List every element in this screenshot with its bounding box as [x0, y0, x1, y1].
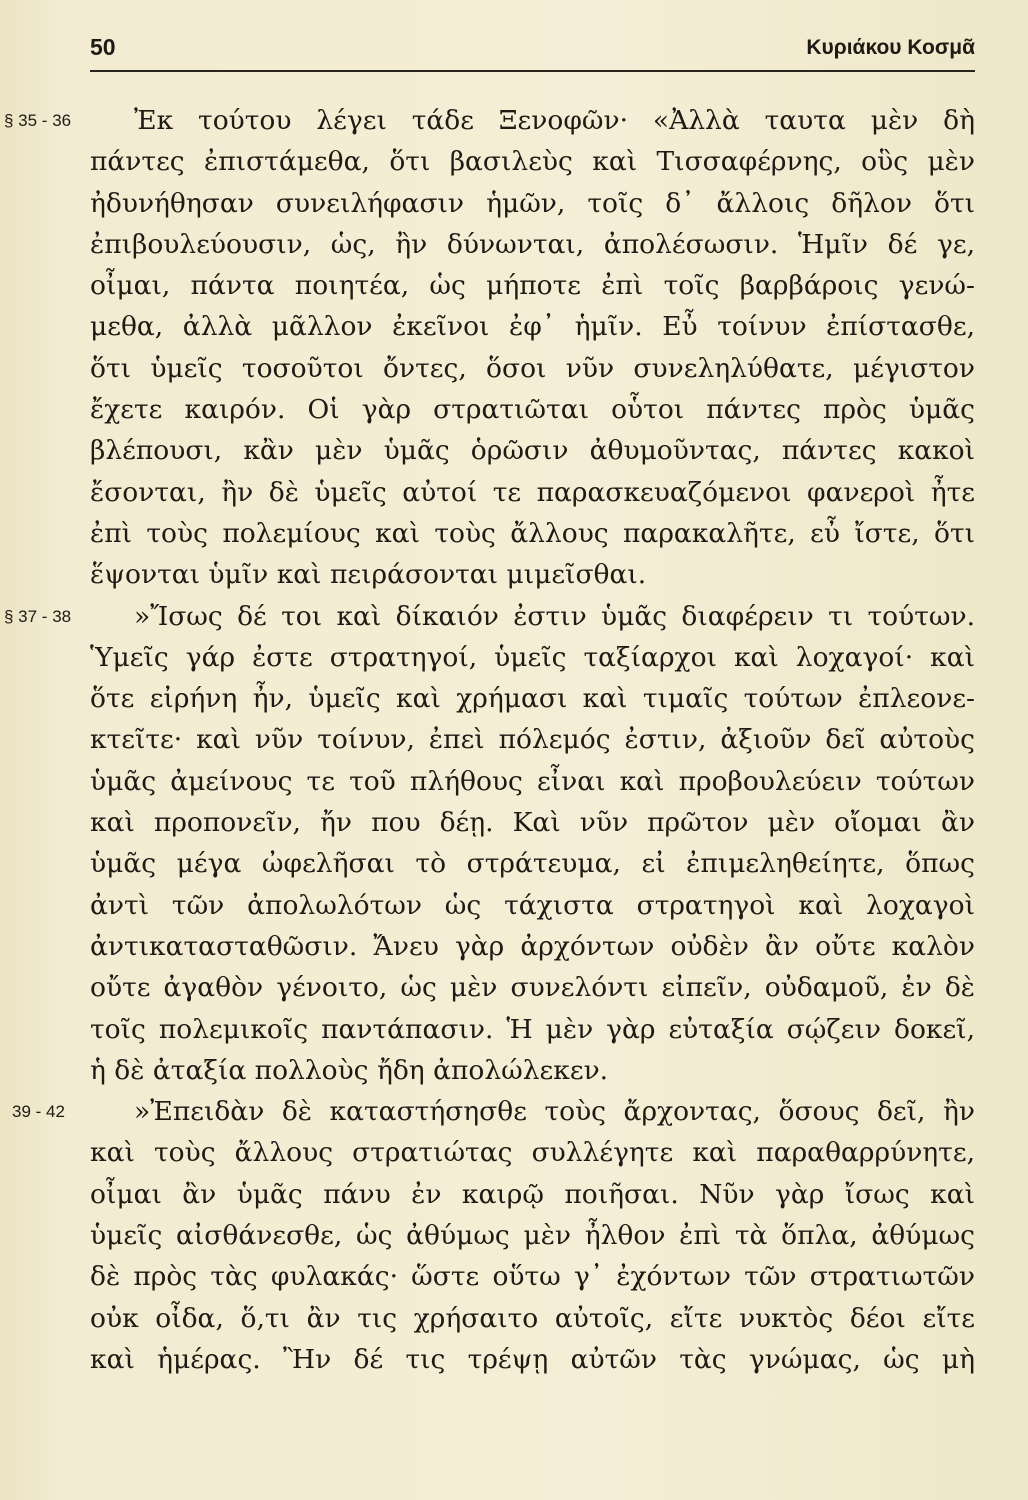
page-number: 50	[90, 34, 116, 60]
text-line: μεθα, ἀλλὰ μᾶλλον ἐκεῖνοι ἐφ᾿ ἡμῖν. Εὖ τοίνυν ἐπίστασθε,	[90, 311, 975, 343]
text-line: ἔχετε καιρόν. Οἱ γὰρ στρατιῶται οὗτοι πάντες πρὸς ὑμᾶς	[90, 394, 975, 426]
text-line: § 37 - 38 »Ἴσως δέ τοι καὶ δίκαιόν ἐστιν ὑμᾶς διαφέρειν τι τούτων.	[0, 596, 1028, 637]
text-line: ἔσονται, ἢν δὲ ὑμεῖς αὐτοί τε παρασκευαζόμενοι φανεροὶ ἦτε	[90, 476, 975, 508]
section-marker: § 35 - 36	[4, 111, 72, 130]
text-line: ἐπὶ τοὺς πολεμίους καὶ τοὺς ἄλλους παρακαλῆτε, εὖ ἴστε, ὅτι	[90, 517, 975, 549]
text-line: § 35 - 36 Ἐκ τούτου λέγει τάδε Ξενοφῶν· «Ἀλλὰ ταυτα μὲν δὴ	[0, 100, 1028, 141]
page-header	[90, 34, 975, 72]
body-text	[0, 100, 1028, 1380]
text-line: δὲ πρὸς τὰς φυλακάς· ὥστε οὕτω γ᾿ ἐχόντων τῶν στρατιωτῶν	[90, 1261, 975, 1293]
text-line: οὔτε ἀγαθὸν γένοιτο, ὡς μὲν συνελόντι εἰπεῖν, οὐδαμοῦ, ἐν δὲ	[90, 972, 975, 1004]
section-marker: § 37 - 38	[4, 606, 72, 626]
running-head: Κυριάκου Κοσμᾶ	[806, 36, 975, 59]
section-marker: 39 - 42	[12, 1102, 65, 1122]
text-line: ὅτε εἰρήνη ἦν, ὑμεῖς καὶ χρήμασι καὶ τιμαῖς τούτων ἐπλεονε-	[90, 683, 975, 715]
text-line: ἐπιβουλεύουσιν, ὡς, ἢν δύνωνται, ἀπολέσωσιν. Ἡμῖν δέ γε,	[90, 228, 975, 260]
text-line: ἀντὶ τῶν ἀπολωλότων ὡς τάχιστα στρατηγοὶ καὶ λοχαγοὶ	[90, 889, 975, 921]
text-line: τοῖς πολεμικοῖς παντάπασιν. Ἡ μὲν γὰρ εὐταξία σῴζειν δοκεῖ,	[90, 1013, 975, 1045]
text-line: 39 - 42 »Ἐπειδὰν δὲ καταστήσησθε τοὺς ἄρχοντας, ὅσους δεῖ, ἢν	[0, 1091, 1028, 1132]
text-line: οἶμαι ἂν ὑμᾶς πάνυ ἐν καιρῷ ποιῆσαι. Νῦν γὰρ ἴσως καὶ	[90, 1178, 975, 1210]
text-line: ἕψονται ὑμῖν καὶ πειράσονται μιμεῖσθαι.	[90, 559, 647, 591]
text-line: ἡ δὲ ἀταξία πολλοὺς ἤδη ἀπολώλεκεν.	[90, 1054, 609, 1086]
text-line: καὶ ἡμέρας. Ἢν δέ τις τρέψῃ αὐτῶν τὰς γνώμας, ὡς μὴ	[90, 1343, 975, 1375]
text-line: πάντες ἐπιστάμεθα, ὅτι βασιλεὺς καὶ Τισσαφέρνης, οὓς μὲν	[90, 146, 975, 178]
text-line: οὐκ οἶδα, ὅ,τι ἂν τις χρήσαιτο αὐτοῖς, εἴτε νυκτὸς δέοι εἴτε	[90, 1302, 975, 1334]
text-line: ὑμεῖς αἰσθάνεσθε, ὡς ἀθύμως μὲν ἦλθον ἐπὶ τὰ ὅπλα, ἀθύμως	[90, 1220, 975, 1252]
text-line: ὑμᾶς μέγα ὠφελῆσαι τὸ στράτευμα, εἰ ἐπιμεληθείητε, ὅπως	[90, 848, 975, 880]
text-line: καὶ τοὺς ἄλλους στρατιώτας συλλέγητε καὶ παραθαρρύνητε,	[90, 1137, 975, 1169]
text-line: ἠδυνήθησαν συνειλήφασιν ἡμῶν, τοῖς δ᾿ ἄλλοις δῆλον ὅτι	[90, 187, 975, 219]
text-line: καὶ προπονεῖν, ἤν που δέῃ. Καὶ νῦν πρῶτον μὲν οἴομαι ἂν	[90, 807, 975, 839]
text-line: Ὑμεῖς γάρ ἐστε στρατηγοί, ὑμεῖς ταξίαρχοι καὶ λοχαγοί· καὶ	[90, 641, 975, 673]
text-line: βλέπουσι, κἂν μὲν ὑμᾶς ὁρῶσιν ἀθυμοῦντας, πάντες κακοὶ	[90, 435, 975, 467]
text-line: κτεῖτε· καὶ νῦν τοίνυν, ἐπεὶ πόλεμός ἐστιν, ἀξιοῦν δεῖ αὐτοὺς	[90, 724, 975, 756]
text-line: οἶμαι, πάντα ποιητέα, ὡς μήποτε ἐπὶ τοῖς βαρβάροις γενώ-	[90, 270, 975, 302]
text-line: ἀντικατασταθῶσιν. Ἄνευ γὰρ ἀρχόντων οὐδὲν ἂν οὔτε καλὸν	[90, 930, 975, 962]
text-line: ὑμᾶς ἀμείνους τε τοῦ πλήθους εἶναι καὶ προβουλεύειν τούτων	[90, 765, 975, 797]
text-line: ὅτι ὑμεῖς τοσοῦτοι ὄντες, ὅσοι νῦν συνεληλύθατε, μέγιστον	[90, 352, 975, 384]
